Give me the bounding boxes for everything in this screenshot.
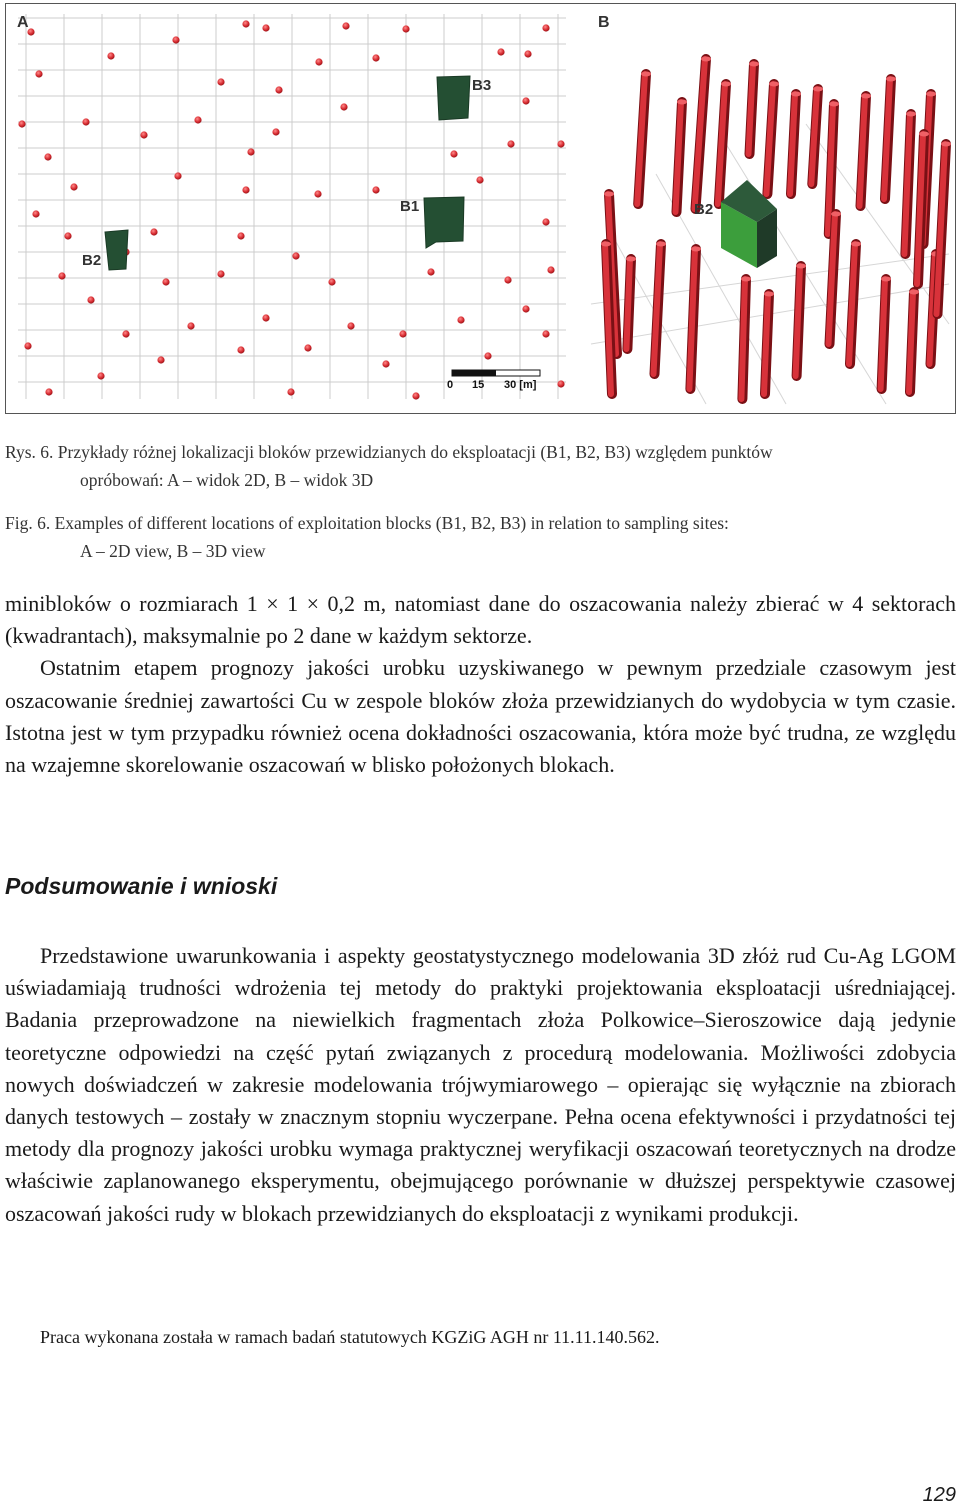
block-b1-label: B1	[400, 198, 420, 215]
block-b3-label: B3	[472, 77, 492, 94]
panel-a-label: A	[17, 14, 29, 31]
caption-polish	[5, 438, 955, 494]
paragraph-estimation: Ostatnim etapem prognozy jakości urobku uzyskiwanego w pewnym przedziale czasowym jest oszacowanie średniej zawartości Cu w zespole bloków złoża przewidzianych do wydobycia w tym czasie. Istotna jest w tym przypadku również ocena dokładności oszacowania, która może być trudna, ze względu na wzajemne skorelowanie oszacowań w blisko położonych blokach.	[5, 655, 956, 778]
paragraph-continuation: minibloków o rozmiarach 1 × 1 × 0,2 m, natomiast dane do oszacowania należy zbierać w 4 sektorach (kwadrantach), maksymalnie po 2 dane w każdym sektorze.	[5, 591, 956, 649]
page-number: 129	[922, 1484, 956, 1506]
summary-section	[5, 940, 956, 1230]
panel-b-label: B	[598, 14, 610, 31]
scale-tick-15: 15	[472, 379, 485, 391]
section-heading: Podsumowanie i wnioski	[5, 873, 278, 899]
scale-tick-30: 30 [m]	[504, 379, 537, 391]
panel-b-3d-view	[591, 9, 951, 407]
acknowledgement: Praca wykonana została w ramach badań statutowych KGZiG AGH nr 11.11.140.562.	[40, 1327, 660, 1347]
scale-tick-0: 0	[447, 379, 454, 391]
body-paragraphs	[5, 588, 956, 781]
caption-polish-line1: Rys. 6. Przykłady różnej lokalizacji bloków przewidzianych do eksploatacji (B1, B2, B3) względem punktów	[5, 442, 773, 462]
caption-english	[5, 509, 955, 565]
caption-polish-line2: opróbowań: A – widok 2D, B – widok 3D	[80, 470, 374, 490]
block-b2-label: B2	[82, 252, 102, 269]
caption-english-line1: Fig. 6. Examples of different locations of exploitation blocks (B1, B2, B3) in relation to sampling sites:	[5, 513, 729, 533]
panel-a-2d-view	[11, 9, 573, 407]
figure-6	[5, 3, 956, 414]
block-b2-3d-label: B2	[694, 201, 714, 218]
caption-english-line2: A – 2D view, B – 3D view	[80, 541, 266, 561]
figure-svg	[6, 4, 954, 412]
summary-paragraph: Przedstawione uwarunkowania i aspekty geostatystycznego modelowania 3D złóż rud Cu-Ag LGOM uświadamiają trudności wdrożenia tej metody do praktyki projektowania eksploatacji uśredniającej. Badania przeprowadzone na niewielkich fragmentach złoża Polkowice–Sieroszowice dają jedynie teoretyczne odpowiedzi na część pytań związanych z procedurą modelowania. Możliwości zdobycia nowych doświadczeń w zakresie modelowania trójwymiarowego – opierając się wyłącznie na zbiorach danych testowych – zostały w znacznym stopniu wyczerpane. Pełna ocena efektywności i przydatności tej metody dla prognozy jakości urobku wymaga praktycznej weryfikacji oszacowań teoretycznych na drodze właściwie zaplanowanego eksperymentu, obejmującego porównanie w dłuższej perspektywie czasowej oszacowań jakości rudy w blokach przewidzianych do eksploatacji z wynikami produkcji.	[5, 943, 956, 1226]
